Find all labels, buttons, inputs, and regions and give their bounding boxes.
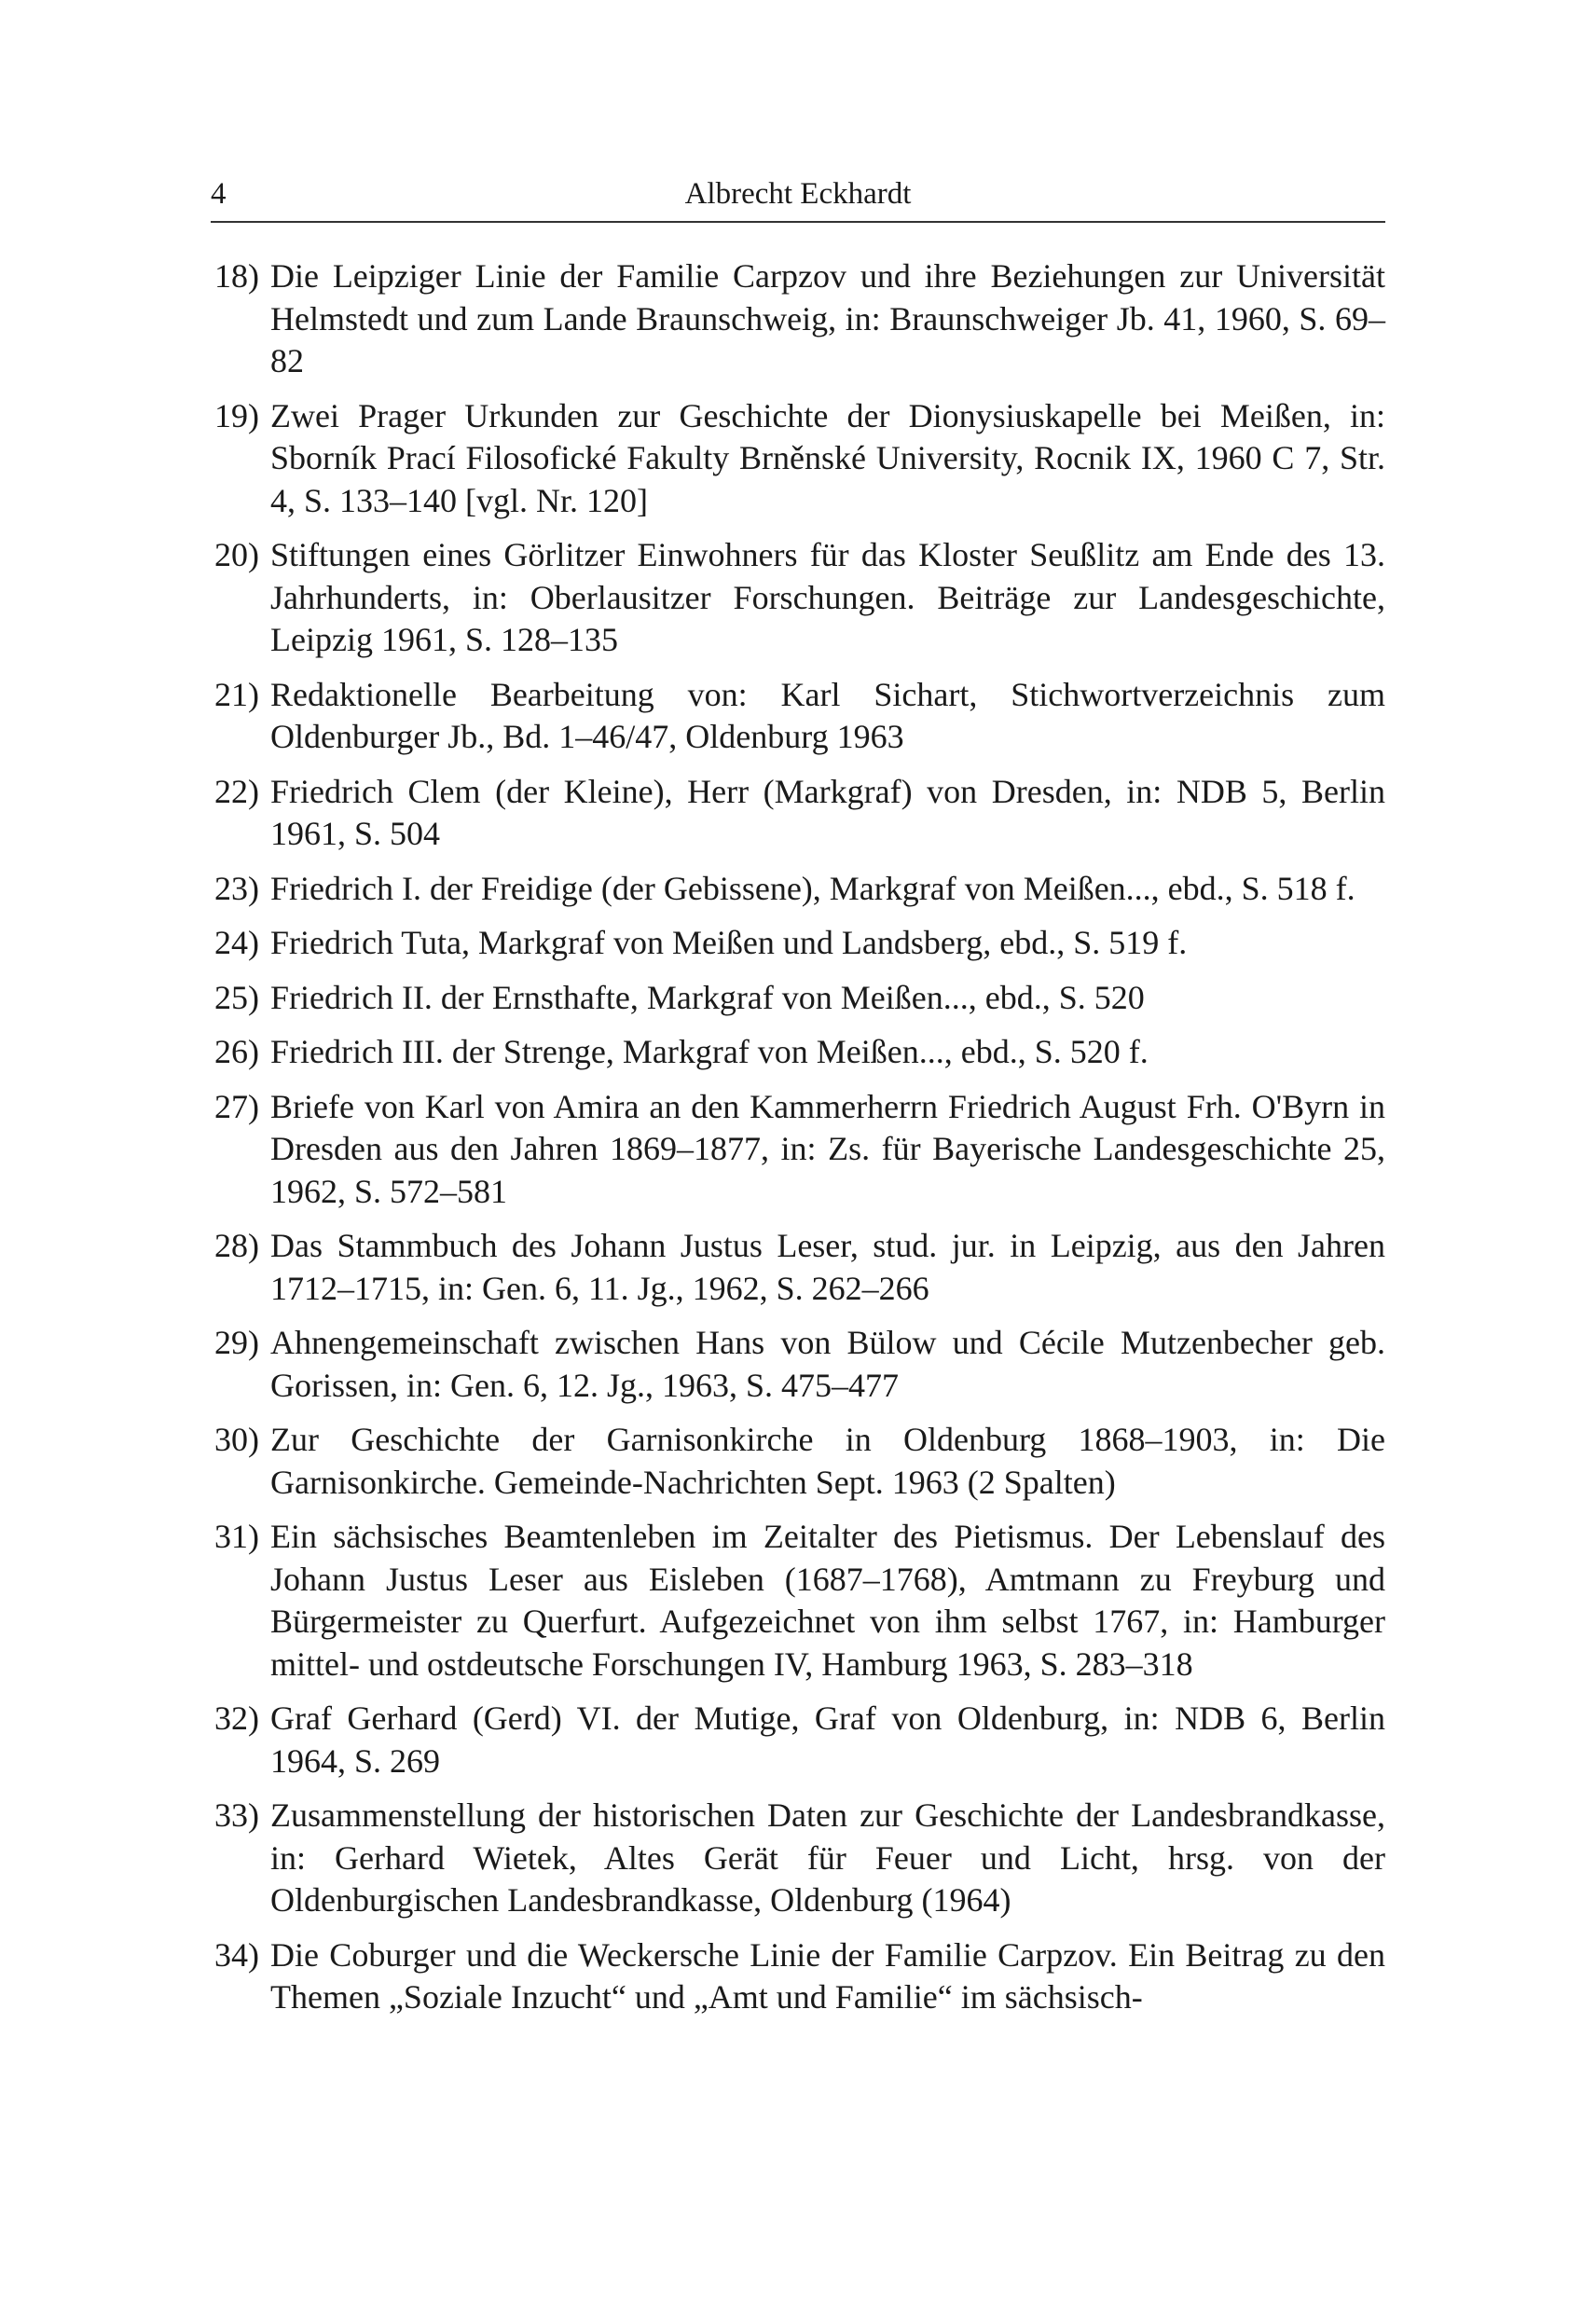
running-head [211,173,1385,214]
bibliography-entry [192,1795,1385,1922]
bibliography-list [192,255,1385,2031]
entry-number: 32) [214,1700,259,1737]
entry-number: 28) [214,1227,259,1264]
entry-number: 31) [214,1518,259,1555]
page-number: 4 [211,177,227,211]
bibliography-entry [192,922,1385,965]
entry-number: 24) [214,924,259,961]
bibliography-entry [192,1086,1385,1214]
bibliography-entry [192,1322,1385,1407]
entry-number: 23) [214,869,259,907]
entry-text: Zur Geschichte der Garnisonkirche in Oldenburg 1868–1903, in: Die Garnisonkirche. Gemeinde-Nachrichten Sept. 1963 (2 Spalten) [270,1421,1385,1501]
bibliography-entry [192,1225,1385,1310]
entry-text: Ahnengemeinschaft zwischen Hans von Bülow und Cécile Mutzenbecher geb. Gorissen, in: Gen. 6, 12. Jg., 1963, S. 475–477 [270,1324,1385,1404]
bibliography-entry [192,1934,1385,2019]
entry-number: 22) [214,772,259,810]
entry-text: Die Leipziger Linie der Familie Carpzov und ihre Beziehungen zur Universität Helmstedt und zum Lande Braunschweig, in: Braunschweiger Jb. 41, 1960, S. 69–82 [270,257,1385,379]
running-title: Albrecht Eckhardt [684,177,912,211]
bibliography-entry [192,674,1385,759]
entry-text: Ein sächsisches Beamtenleben im Zeitalter des Pietismus. Der Lebenslauf des Johann Justus Leser aus Eisleben (1687–1768), Amtmann zu Freyburg und Bürgermeister zu Querfurt. Aufgezeichnet von ihm selbst 1767, in: Hamburger mittel- und ostdeutsche Forschungen IV, Hamburg 1963, S. 283–318 [270,1518,1385,1683]
entry-number: 26) [214,1033,259,1070]
entry-text: Friedrich Clem (der Kleine), Herr (Markgraf) von Dresden, in: NDB 5, Berlin 1961, S. 504 [270,772,1385,852]
bibliography-entry [192,1698,1385,1782]
bibliography-entry [192,1031,1385,1074]
entry-text: Graf Gerhard (Gerd) VI. der Mutige, Graf von Oldenburg, in: NDB 6, Berlin 1964, S. 269 [270,1700,1385,1780]
bibliography-entry [192,771,1385,856]
bibliography-entry [192,1419,1385,1504]
bibliography-entry [192,534,1385,662]
entry-text: Friedrich I. der Freidige (der Gebissene), Markgraf von Meißen..., ebd., S. 518 f. [270,869,1355,907]
entry-text: Friedrich II. der Ernsthafte, Markgraf von Meißen..., ebd., S. 520 [270,978,1145,1016]
bibliography-entry [192,868,1385,911]
entry-number: 27) [214,1087,259,1125]
entry-number: 29) [214,1324,259,1361]
entry-number: 30) [214,1421,259,1458]
entry-text: Redaktionelle Bearbeitung von: Karl Sichart, Stichwortverzeichnis zum Oldenburger Jb., Bd. 1–46/47, Oldenburg 1963 [270,675,1385,755]
entry-number: 19) [214,396,259,434]
bibliography-entry [192,1516,1385,1686]
bibliography-entry [192,395,1385,523]
entry-number: 33) [214,1796,259,1834]
entry-number: 21) [214,675,259,713]
entry-text: Zwei Prager Urkunden zur Geschichte der Dionysiuskapelle bei Meißen, in: Sborník Prací Filosofické Fakulty Brněnské University, Rocnik IX, 1960 C 7, Str. 4, S. 133–140 [vgl. Nr. 120] [270,396,1385,519]
entry-text: Das Stammbuch des Johann Justus Leser, stud. jur. in Leipzig, aus den Jahren 1712–1715, in: Gen. 6, 11. Jg., 1962, S. 262–266 [270,1227,1385,1307]
entry-number: 25) [214,978,259,1016]
header-divider [211,221,1385,223]
bibliography-entry [192,255,1385,383]
entry-number: 34) [214,1935,259,1974]
entry-text: Briefe von Karl von Amira an den Kammerherrn Friedrich August Frh. O'Byrn in Dresden aus den Jahren 1869–1877, in: Zs. für Bayerische Landesgeschichte 25, 1962, S. 572–581 [270,1087,1385,1210]
entry-text: Friedrich Tuta, Markgraf von Meißen und Landsberg, ebd., S. 519 f. [270,924,1188,961]
entry-number: 20) [214,536,259,573]
entry-text: Zusammenstellung der historischen Daten zur Geschichte der Landesbrandkasse, in: Gerhard Wietek, Altes Gerät für Feuer und Licht, hrsg. von der Oldenburgischen Landesbrandkasse, Oldenburg (1964) [270,1796,1385,1919]
entry-text: Stiftungen eines Görlitzer Einwohners für das Kloster Seußlitz am Ende des 13. Jahrhunderts, in: Oberlausitzer Forschungen. Beiträge zur Landesgeschichte, Leipzig 1961, S. 128–135 [270,536,1385,658]
entry-text: Die Coburger und die Weckersche Linie der Familie Carpzov. Ein Beitrag zu den Themen „Soziale Inzucht“ und „Amt und Familie“ im sächsisch- [270,1935,1385,2016]
entry-number: 18) [214,257,259,295]
bibliography-entry [192,977,1385,1020]
entry-text: Friedrich III. der Strenge, Markgraf von Meißen..., ebd., S. 520 f. [270,1033,1149,1070]
